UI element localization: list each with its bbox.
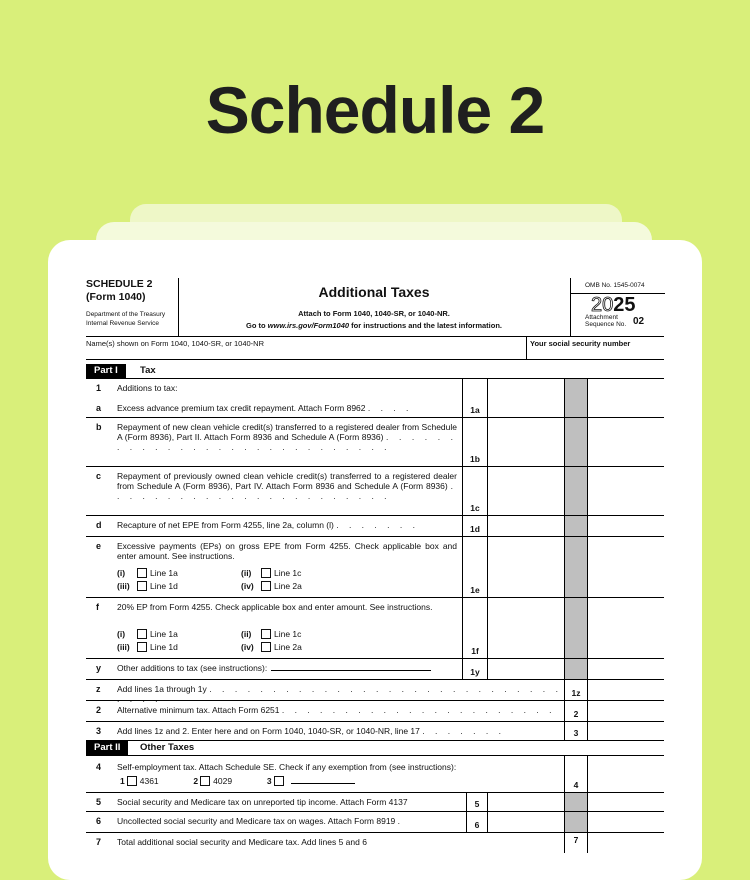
option-label: Line 1d bbox=[150, 642, 178, 652]
option-1e-ii bbox=[241, 568, 301, 579]
part1-title: Tax bbox=[140, 365, 156, 376]
box-label: 1f bbox=[471, 645, 479, 656]
tax-year-century: 20 bbox=[591, 293, 614, 316]
line-2-text: Alternative minimum tax. Attach Form 6251 bbox=[117, 705, 280, 715]
line-text bbox=[117, 726, 562, 736]
checkbox-1f-iv[interactable] bbox=[261, 642, 271, 652]
line-box bbox=[462, 418, 488, 466]
line-box bbox=[466, 812, 488, 832]
line-box bbox=[564, 722, 588, 740]
irs-link[interactable]: www.irs.gov/Form1040 bbox=[267, 320, 350, 330]
line-letter: d bbox=[96, 520, 102, 530]
shaded-column bbox=[564, 467, 588, 515]
option-roman: (iv) bbox=[241, 581, 254, 591]
line-text: Excessive payments (EPs) on gross EPE from Form 4255. Check applicable box and enter amount. See instructions. bbox=[117, 541, 457, 562]
amount-field-6[interactable] bbox=[486, 812, 564, 832]
exemption-options bbox=[120, 776, 355, 787]
attachment-sequence bbox=[571, 315, 665, 329]
line-text bbox=[117, 520, 457, 530]
form-header bbox=[86, 278, 664, 337]
line-1b bbox=[86, 418, 664, 467]
tax-year-suffix: 25 bbox=[613, 293, 636, 316]
omb-block bbox=[570, 278, 665, 336]
line-1e bbox=[86, 537, 664, 598]
box-label: 1z bbox=[571, 687, 581, 698]
leader-dots: . bbox=[397, 816, 405, 826]
shaded-column bbox=[564, 793, 588, 811]
line-box bbox=[462, 537, 488, 597]
part1-label: Part I bbox=[86, 364, 126, 378]
shaded-column bbox=[564, 598, 588, 658]
line-1c-text: Repayment of previously owned clean vehicle credit(s) transferred to a registered dealer from Schedule A (Form 8936), Part IV. Attach Form 8936 and Schedule A (Form 8936) bbox=[117, 471, 457, 492]
line-number: 3 bbox=[96, 726, 102, 736]
line-box bbox=[462, 659, 488, 679]
attach-instruction: Attach to Form 1040, 1040-SR, or 1040-NR. bbox=[298, 308, 450, 318]
line-1f bbox=[86, 598, 664, 659]
leader-dots: . . . . . . . . . . . . . . . . . . . . . . . bbox=[117, 481, 457, 502]
line-text: Social security and Medicare tax on unreported tip income. Attach Form 4137 bbox=[117, 797, 408, 807]
checkbox-1e-ii[interactable] bbox=[261, 568, 271, 578]
part2-lines bbox=[86, 756, 664, 853]
option-roman: (ii) bbox=[241, 629, 252, 639]
shaded-column bbox=[564, 812, 588, 832]
line-box bbox=[462, 598, 488, 658]
checkbox-1f-iii[interactable] bbox=[137, 642, 147, 652]
line-number: 1 bbox=[96, 383, 102, 393]
line-1 bbox=[86, 379, 664, 399]
checkbox-1f-ii[interactable] bbox=[261, 629, 271, 639]
amount-field-1f[interactable] bbox=[486, 598, 564, 658]
checkbox-1e-iii[interactable] bbox=[137, 581, 147, 591]
checkbox-other[interactable] bbox=[274, 776, 284, 786]
goto-suffix: for instructions and the latest information. bbox=[349, 320, 503, 330]
line-letter: e bbox=[96, 541, 102, 551]
amount-field-1c[interactable] bbox=[486, 467, 564, 515]
option-label: 4029 bbox=[213, 776, 233, 786]
agency-block bbox=[86, 311, 178, 328]
box-label: 4 bbox=[573, 779, 579, 790]
amount-field-1a[interactable] bbox=[486, 399, 564, 417]
option-label: Line 1c bbox=[274, 629, 302, 639]
box-label: 6 bbox=[474, 819, 480, 830]
sequence-number: 02 bbox=[633, 315, 645, 327]
line-number: 4 bbox=[96, 762, 102, 772]
line-text bbox=[117, 816, 477, 826]
checkbox-1e-iv[interactable] bbox=[261, 581, 271, 591]
leader-dots: . . . . . . . bbox=[336, 520, 419, 530]
line-letter: y bbox=[96, 663, 102, 673]
option-label: Line 1a bbox=[150, 568, 178, 578]
omb-number: OMB No. 1545-0074 bbox=[571, 278, 665, 294]
line-4 bbox=[86, 756, 664, 793]
line-number: 5 bbox=[96, 797, 102, 807]
line-letter: z bbox=[96, 684, 101, 694]
box-label: 2 bbox=[573, 708, 579, 719]
attachment-label: Attachment bbox=[585, 313, 618, 321]
line-1d bbox=[86, 516, 664, 537]
box-label: 5 bbox=[474, 798, 480, 809]
line-1a-text: Excess advance premium tax credit repayment. Attach Form 8962 bbox=[117, 403, 366, 413]
leader-dots: . . . . . . . . . . . . . . . . . . . . . . bbox=[281, 705, 556, 715]
option-label: Line 1c bbox=[274, 568, 302, 578]
shaded-column bbox=[564, 537, 588, 597]
line-letter: c bbox=[96, 471, 102, 481]
amount-field-1y[interactable] bbox=[486, 659, 564, 679]
box-label: 1e bbox=[470, 584, 480, 595]
line-6-text: Uncollected social security and Medicare tax on wages. Attach Form 8919 bbox=[117, 816, 396, 826]
option-1e-iv bbox=[241, 581, 302, 592]
line-3 bbox=[86, 722, 664, 741]
amount-field-1b[interactable] bbox=[486, 418, 564, 466]
option-1f-ii bbox=[241, 629, 301, 640]
description-field-1y[interactable] bbox=[271, 670, 431, 671]
form-title-block bbox=[178, 278, 570, 330]
leader-dots: . . . . . . . . . . . . . . . . . . . . . . . . . . . . bbox=[117, 432, 457, 453]
option-roman: (ii) bbox=[241, 568, 252, 578]
line-text: Total additional social security and Medicare tax. Add lines 5 and 6 bbox=[117, 837, 367, 847]
part1-lines bbox=[86, 379, 664, 741]
checkbox-1f-i[interactable] bbox=[137, 629, 147, 639]
sequence-label: Sequence No. bbox=[585, 320, 627, 328]
line-text: 20% EP from Form 4255. Check applicable box and enter amount. See instructions. bbox=[117, 602, 433, 612]
dept-line: Department of the Treasury bbox=[86, 311, 166, 319]
line-1b-text: Repayment of new clean vehicle credit(s) transferred to a registered dealer from Schedule A (Form 8936), Part II. Attach Form 8936 and Schedule A (Form 8936) bbox=[117, 422, 457, 443]
option-1e-iii bbox=[117, 581, 178, 592]
line-1z bbox=[86, 680, 664, 705]
form-reference: (Form 1040) bbox=[86, 290, 146, 303]
box-label: 1c bbox=[470, 502, 480, 513]
option-roman: (i) bbox=[117, 629, 126, 639]
line-number: 2 bbox=[96, 705, 102, 715]
line-letter: a bbox=[96, 403, 102, 413]
tax-year bbox=[571, 295, 665, 315]
option-roman: (iv) bbox=[241, 642, 254, 652]
line-box bbox=[462, 467, 488, 515]
ssn-label: Your social security number bbox=[530, 339, 631, 348]
shaded-column bbox=[564, 379, 588, 399]
option-number: 3 bbox=[266, 776, 272, 786]
line-box bbox=[564, 833, 588, 853]
hero-title: Schedule 2 bbox=[205, 73, 545, 147]
line-number: 6 bbox=[96, 816, 102, 826]
line-text bbox=[117, 403, 457, 413]
line-letter: b bbox=[96, 422, 102, 432]
line-box bbox=[462, 379, 488, 399]
line-1c bbox=[86, 467, 664, 516]
option-label: Line 2a bbox=[274, 581, 302, 591]
leader-dots: . . . . . . . bbox=[422, 726, 505, 736]
box-label: 3 bbox=[573, 727, 579, 738]
line-7 bbox=[86, 833, 664, 853]
line-1d-text: Recapture of net EPE from Form 4255, line 2a, column (l) bbox=[117, 520, 334, 530]
shaded-column bbox=[564, 516, 588, 536]
checkbox-1e-i[interactable] bbox=[137, 568, 147, 578]
line-box bbox=[564, 756, 588, 792]
line-box bbox=[462, 516, 488, 536]
option-roman: (iii) bbox=[117, 581, 130, 591]
line-text bbox=[117, 705, 562, 715]
checkbox-4361[interactable] bbox=[127, 776, 137, 786]
form-title: Additional Taxes bbox=[318, 284, 430, 300]
line-1z-text: Add lines 1a through 1y bbox=[117, 684, 207, 694]
part2-title: Other Taxes bbox=[140, 742, 195, 753]
leader-dots: . . . . . . . . . . . . . . . . . . . . . . . . . . . . . . . . bbox=[117, 684, 562, 705]
option-number: 1 bbox=[120, 776, 125, 786]
name-row bbox=[86, 337, 664, 360]
line-6 bbox=[86, 812, 664, 833]
line-5 bbox=[86, 793, 664, 812]
option-label: Line 1a bbox=[150, 629, 178, 639]
exemption-field[interactable] bbox=[291, 783, 355, 784]
box-label: 1a bbox=[470, 404, 480, 415]
irs-line: Internal Revenue Service bbox=[86, 319, 159, 327]
name-field[interactable]: Name(s) shown on Form 1040, 1040-SR, or 1040-NR bbox=[86, 339, 264, 348]
amount-field-1e[interactable] bbox=[486, 537, 564, 597]
box-label: 1y bbox=[470, 666, 480, 677]
line-box bbox=[564, 701, 588, 721]
line-box bbox=[466, 793, 488, 811]
leader-dots: . . . . bbox=[367, 403, 413, 413]
line-text: Self-employment tax. Attach Schedule SE. Check if any exemption from (see instructions): bbox=[117, 762, 457, 772]
option-1e-i bbox=[117, 568, 178, 579]
line-box bbox=[564, 680, 588, 700]
line-3-text: Add lines 1z and 2. Enter here and on Form 1040, 1040-SR, or 1040-NR, line 17 bbox=[117, 726, 420, 736]
box-label: 7 bbox=[573, 835, 579, 845]
option-label: 4361 bbox=[139, 776, 159, 786]
checkbox-4029[interactable] bbox=[200, 776, 210, 786]
option-1f-iv bbox=[241, 642, 302, 653]
amount-field-1d[interactable] bbox=[486, 516, 564, 536]
line-letter: f bbox=[96, 602, 99, 612]
option-label: Line 2a bbox=[274, 642, 302, 652]
form-id-block bbox=[86, 278, 179, 336]
line-text bbox=[117, 422, 457, 453]
ssn-field[interactable] bbox=[526, 337, 630, 359]
part2-header bbox=[86, 741, 664, 756]
box-label: 1b bbox=[470, 453, 480, 464]
option-roman: (i) bbox=[117, 568, 126, 578]
amount-field-5[interactable] bbox=[486, 793, 564, 811]
shaded-column bbox=[564, 418, 588, 466]
line-2 bbox=[86, 701, 664, 722]
goto-instruction bbox=[178, 321, 570, 330]
schedule-2-form bbox=[86, 278, 664, 853]
option-1f-iii bbox=[117, 642, 178, 653]
shaded-column bbox=[564, 659, 588, 679]
line-text bbox=[117, 663, 457, 673]
option-number: 2 bbox=[193, 776, 199, 786]
part1-header bbox=[86, 364, 664, 379]
part2-label: Part II bbox=[86, 741, 128, 755]
line-1y-text: Other additions to tax (see instructions): bbox=[117, 663, 268, 673]
goto-prefix: Go to bbox=[245, 320, 268, 330]
schedule-number: SCHEDULE 2 bbox=[86, 278, 153, 290]
line-text: Additions to tax: bbox=[117, 383, 178, 393]
option-label: Line 1d bbox=[150, 581, 178, 591]
option-roman: (iii) bbox=[117, 642, 130, 652]
option-1f-i bbox=[117, 629, 178, 640]
line-1a bbox=[86, 399, 664, 418]
line-number: 7 bbox=[96, 837, 102, 847]
box-label: 1d bbox=[470, 523, 480, 534]
line-text bbox=[117, 471, 457, 502]
line-1y bbox=[86, 659, 664, 680]
shaded-column bbox=[564, 399, 588, 417]
line-box bbox=[462, 399, 488, 417]
